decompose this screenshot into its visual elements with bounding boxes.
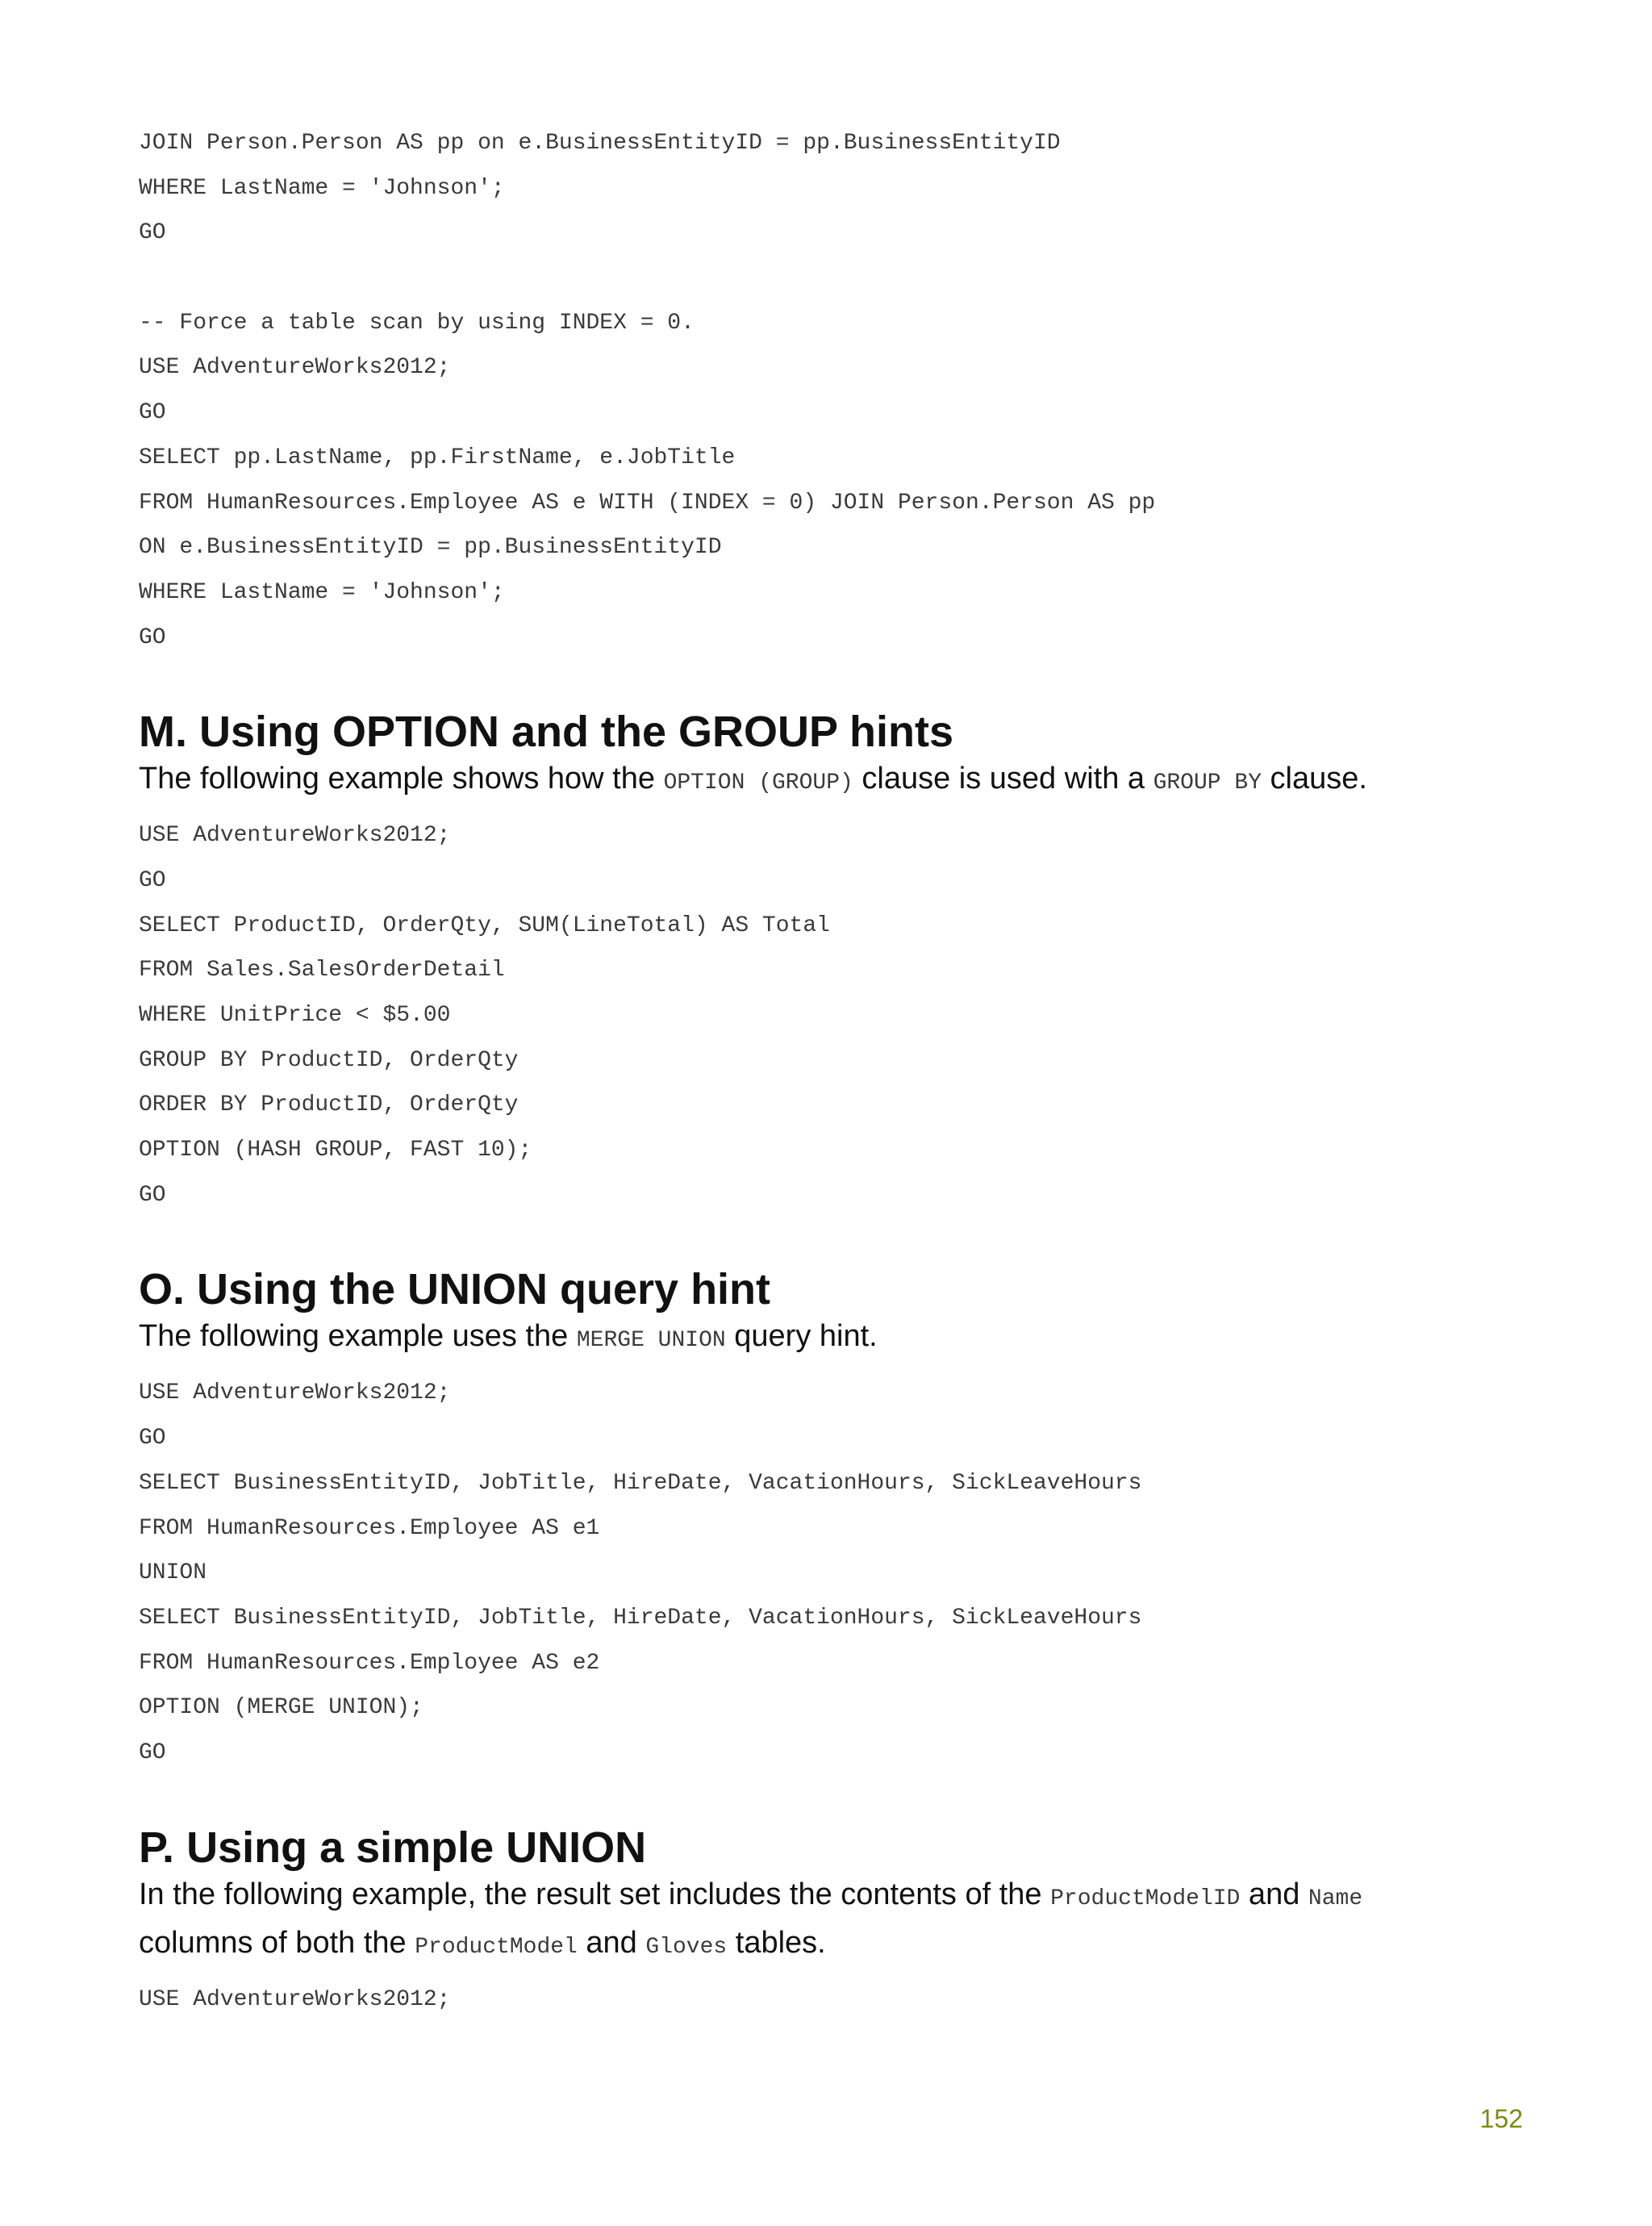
section-intro-p [139, 1873, 1526, 1969]
code-line: FROM HumanResources.Employee AS e1 [139, 1515, 600, 1541]
code-line: SELECT BusinessEntityID, JobTitle, HireDate, VacationHours, SickLeaveHours [139, 1470, 1142, 1496]
code-line: GO [139, 220, 166, 246]
page-number: 152 [1479, 2104, 1523, 2133]
code-line: USE AdventureWorks2012; [139, 823, 451, 849]
intro-text: clause is used with a [853, 762, 1153, 796]
code-line: UNION [139, 1560, 207, 1586]
code-line: FROM HumanResources.Employee AS e2 [139, 1650, 600, 1676]
code-block-m [139, 813, 1526, 1217]
code-line: GO [139, 624, 166, 650]
code-line: -- Force a table scan by using INDEX = 0. [139, 310, 695, 336]
section-heading-p: P. Using a simple UNION [139, 1823, 647, 1872]
code-block-p [139, 1978, 1526, 2023]
intro-text: tables. [727, 1925, 826, 1960]
code-line: GROUP BY ProductID, OrderQty [139, 1047, 519, 1073]
intro-text: The following example shows how the [139, 762, 664, 796]
section-heading-m: M. Using OPTION and the GROUP hints [139, 708, 954, 757]
code-line: FROM HumanResources.Employee AS e WITH (INDEX = 0) JOIN Person.Person AS pp [139, 490, 1156, 516]
code-line: GO [139, 867, 166, 893]
inline-code: OPTION (GROUP) [663, 771, 853, 796]
code-line: ORDER BY ProductID, OrderQty [139, 1092, 519, 1118]
intro-text: query hint. [725, 1319, 878, 1354]
intro-text: and [1240, 1877, 1308, 1911]
code-line: WHERE UnitPrice < $5.00 [139, 1003, 451, 1028]
section-intro-o [139, 1314, 1526, 1363]
code-line: OPTION (MERGE UNION); [139, 1695, 423, 1721]
intro-text: In the following example, the result set includes the contents of the [139, 1877, 1051, 1911]
code-line: USE AdventureWorks2012; [139, 1380, 451, 1406]
code-block-o [139, 1371, 1526, 1775]
code-line-blank [139, 256, 1526, 301]
document-page [139, 121, 1526, 2022]
code-line: JOIN Person.Person AS pp on e.BusinessEntityID = pp.BusinessEntityID [139, 131, 1061, 156]
inline-code: ProductModelID [1050, 1886, 1241, 1911]
code-line: WHERE LastName = 'Johnson'; [139, 579, 505, 605]
code-line: SELECT pp.LastName, pp.FirstName, e.JobTitle [139, 445, 736, 470]
code-line: ON e.BusinessEntityID = pp.BusinessEntityID [139, 535, 722, 561]
code-block-top [139, 121, 1526, 660]
inline-code: Gloves [645, 1934, 728, 1960]
code-line: FROM Sales.SalesOrderDetail [139, 958, 505, 984]
section-heading-o: O. Using the UNION query hint [139, 1265, 771, 1314]
code-line: SELECT ProductID, OrderQty, SUM(LineTotal) AS Total [139, 913, 830, 938]
intro-text: clause. [1262, 762, 1367, 796]
code-line: GO [139, 1739, 166, 1765]
section-intro-m [139, 757, 1526, 805]
intro-text: The following example uses the [139, 1319, 577, 1354]
code-line: WHERE LastName = 'Johnson'; [139, 175, 505, 201]
inline-code: ProductModel [415, 1934, 578, 1960]
code-line: GO [139, 1182, 166, 1208]
code-line: GO [139, 1426, 166, 1451]
code-line: OPTION (HASH GROUP, FAST 10); [139, 1138, 532, 1163]
code-line: USE AdventureWorks2012; [139, 1986, 451, 2012]
code-line: SELECT BusinessEntityID, JobTitle, HireDate, VacationHours, SickLeaveHours [139, 1605, 1142, 1631]
code-line: GO [139, 400, 166, 426]
inline-code: GROUP BY [1153, 771, 1262, 796]
inline-code: MERGE UNION [576, 1328, 726, 1354]
intro-text: and [577, 1925, 646, 1960]
intro-text: columns of both the [139, 1925, 415, 1960]
inline-code: Name [1308, 1886, 1363, 1911]
code-line: USE AdventureWorks2012; [139, 355, 451, 381]
